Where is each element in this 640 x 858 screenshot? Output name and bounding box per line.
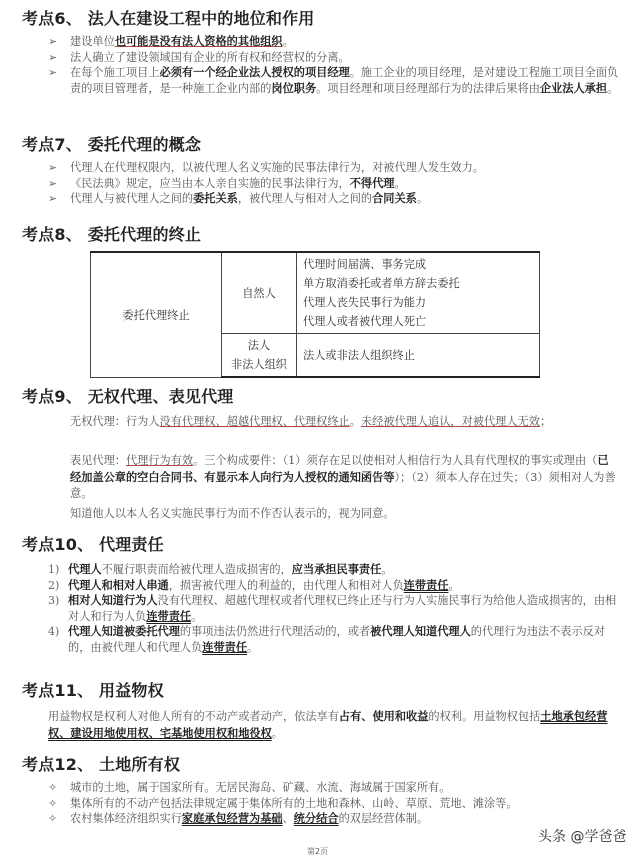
watermark: 头条 @学爸爸 <box>538 829 627 845</box>
list-item: ➢ 在每个施工项目上必须有一个经企业法人授权的项目经理。施工企业的项目经理，是对建设工程施工项目全面负责的项目管理者，是一种施工企业内部的岗位职务。项目经理和项目经理部行为的法律后果将由企业法人承担。 <box>48 65 619 95</box>
section-title-11: 考点11、 用益物权 <box>22 681 164 700</box>
legal-person-item: 法人或非法人组织终止 <box>297 334 540 378</box>
section-12-list <box>48 780 623 827</box>
arrow-bullet-icon: ➢ <box>48 176 58 190</box>
table-row-label: 委托代理终止 <box>91 252 222 377</box>
table-cell-text: 代理人或者被代理人死亡 <box>303 315 427 328</box>
table-cell-text: 单方取消委托或者单方辞去委托 <box>303 277 460 290</box>
paragraph-apparent-agency: 表见代理：代理行为有效。三个构成要件：（1）须存在足以使相对人相信行为人具有代理权的事实或理由（已经加盖公章的空白合同书、有显示本人向行为人授权的通知函告等）；（2）须本人存在过失；（3）须相对人为善意。 <box>70 453 616 500</box>
arrow-bullet-icon: ➢ <box>48 35 58 48</box>
arrow-bullet-icon: ➢ <box>48 50 58 64</box>
list-item: 4) 代理人知道被委托代理的事项违法仍然进行代理活动的，或者被代理人知道代理人的代理行为违法不表示反对的，由被代理人和代理人负连带责任。 <box>48 624 606 654</box>
natural-person-cell: 自然人 <box>222 252 297 334</box>
list-item: 1) 代理人不履行职责而给被代理人造成损害的，应当承担民事责任。 <box>48 562 393 576</box>
paragraph-unauthorized-agency: 无权代理：行为人没有代理权、超越代理权、代理权终止。未经被代理人追认，对被代理人无效； <box>70 415 552 428</box>
table-cell-text: 代理时间届满、事务完成 <box>303 258 427 271</box>
list-item: 2) 代理人和相对人串通，损害被代理人的利益的，由代理人和相对人负连带责任。 <box>48 577 460 592</box>
list-item: ✧ 城市的土地，属于国家所有。无居民海岛、矿藏、水流、海域属于国家所有。 <box>48 781 451 794</box>
list-item: ➢ 《民法典》规定，应当由本人亲自实施的民事法律行为，不得代理。 <box>48 175 406 190</box>
section-7-list <box>48 160 623 207</box>
list-item: ➢ 代理人与被代理人之间的委托关系，被代理人与相对人之间的合同关系。 <box>48 191 429 205</box>
list-item: ✧ 集体所有的不动产包括法律规定属于集体所有的土地和森林、山岭、草原、荒地、滩涂等。 <box>48 796 518 810</box>
section-title-10: 考点10、 代理责任 <box>22 535 164 554</box>
arrow-bullet-icon: ➢ <box>48 66 58 79</box>
diamond-bullet-icon: ✧ <box>48 796 58 810</box>
paragraph-consent: 知道他人以本人名义实施民事行为而不作否认表示的，视为同意。 <box>70 507 395 520</box>
section-title-12: 考点12、 土地所有权 <box>22 755 181 774</box>
list-item: ➢ 法人确立了建设领域国有企业的所有权和经营权的分离。 <box>48 50 350 64</box>
list-item: 3) 相对人知道行为人没有代理权、超越代理权或者代理权已终止还与行为人实施民事行为给他人造成损害的，由相对人和行为人负连带责任。 <box>48 593 617 623</box>
diamond-bullet-icon: ✧ <box>48 781 58 794</box>
page-number: 第2页 <box>307 847 329 856</box>
paragraph-usufruct: 用益物权是权利人对他人所有的不动产或者动产，依法享有占有、使用和收益的权利。用益物权包括土地承包经营权、建设用地使用权、宅基地使用权和地役权。 <box>48 709 608 740</box>
section-title-9: 考点9、 无权代理、表见代理 <box>22 387 234 406</box>
legal-person-cell: 法人 非法人组织 <box>222 334 297 378</box>
section-10-list <box>48 562 623 655</box>
section-title-7: 考点7、 委托代理的概念 <box>22 135 202 154</box>
list-item: ✧ 农村集体经济组织实行家庭承包经营为基础、统分结合的双层经营体制。 <box>48 811 429 825</box>
section-6-list <box>48 34 623 96</box>
section-title-8: 考点8、 委托代理的终止 <box>22 225 202 244</box>
arrow-bullet-icon: ➢ <box>48 161 58 174</box>
natural-person-items <box>297 252 540 334</box>
termination-table <box>90 251 540 378</box>
list-item: ➢ 代理人在代理权限内，以被代理人名义实施的民事法律行为，对被代理人发生效力。 <box>48 161 484 174</box>
list-item: ➢ 建设单位也可能是没有法人资格的其他组织。 <box>48 34 294 48</box>
arrow-bullet-icon: ➢ <box>48 192 58 205</box>
table-cell-text: 代理人丧失民事行为能力 <box>303 296 427 309</box>
section-title-6: 考点6、 法人在建设工程中的地位和作用 <box>22 9 315 28</box>
diamond-bullet-icon: ✧ <box>48 812 58 825</box>
